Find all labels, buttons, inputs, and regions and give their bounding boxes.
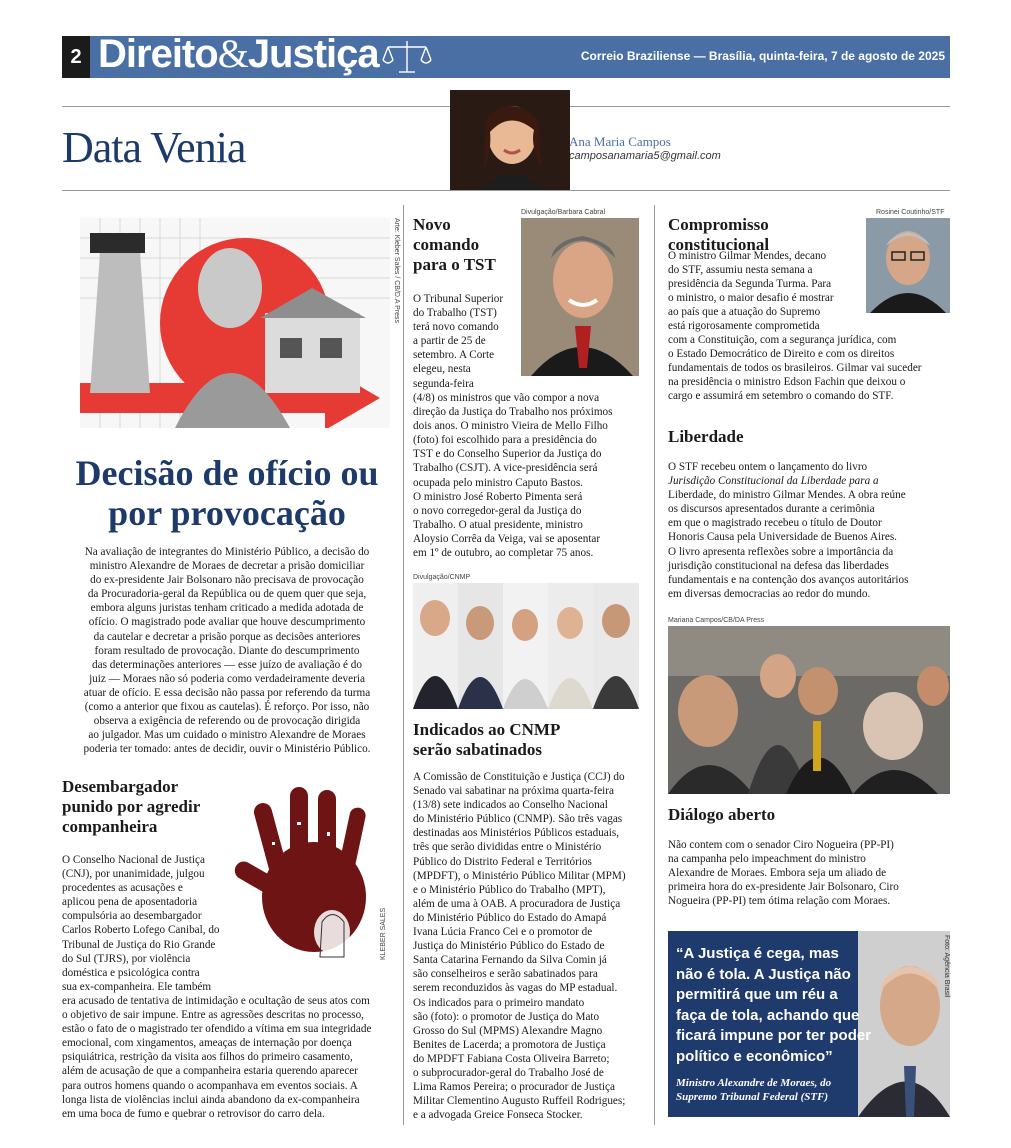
text-line: Tribunal de Justiça do Rio Grande [62,938,216,951]
text-line: Trabalho. O atual presidente, ministro [413,518,583,531]
column-divider [654,205,655,1125]
text-line: na presidência o ministro Edson Fachin que deixou o [668,376,906,389]
text-line: O STF recebeu ontem o lançamento do livro [668,461,868,473]
section-title-amp: & [217,31,248,76]
desembargador-body-wide [62,994,397,1121]
text-line: em diversas democracias ao redor do mundo. [668,587,871,600]
compromisso-body-narrow [668,249,863,334]
text-line: TST e do Conselho Superior da Justiça do [413,448,602,461]
text-line: Público do Distrito Federal e Territórios [413,855,592,868]
dialogo-photo [668,626,950,794]
text-line: direção da Justiça do Trabalho nos próximos [413,406,613,419]
compromisso-body-wide [668,333,950,403]
text-line: o subprocurador-geral do Trabalho José de [413,1066,604,1079]
dialogo-headline: Diálogo aberto [668,805,776,824]
text-line: O Conselho Nacional de Justiça [62,854,205,866]
text-line: da Procuradoria-geral da República ou de quem quer que seja, [87,588,367,601]
text-line: com a Constituição, com a segurança jurídica, com [668,334,897,346]
text-line: fundamentais e na contenção dos avanços autoritários [668,573,909,586]
text-line: terá novo comando [413,321,499,334]
quote-attribution [676,1076,876,1104]
text-line: dois anos. O ministro Vieira de Mello Filho [413,420,608,433]
text-line: destinadas aos Ministérios Públicos estaduais, [413,827,620,840]
tst-body-wide [413,391,648,560]
quote-line: político e econômico” [676,1047,833,1065]
column-title: Data Venia [62,123,246,172]
quote-line: ficará impune por ter poder [676,1027,872,1044]
text-line: ministro Alexandre de Moraes de decretar a prisão domiciliar [89,560,365,573]
text-line: psiquiátrica, restrição da visita aos filhos do primeiro casamento, [62,1051,353,1064]
author-email: camposanamaria5@gmail.com [569,150,721,162]
text-line: Não contem com o senador Ciro Nogueira (PP-PI) [668,839,894,851]
attribution-line: Supremo Tribunal Federal (STF) [676,1091,829,1103]
scales-of-justice-icon [382,38,432,76]
text-line: em uma boca de fumo e quebrar o retrovisor do carro dela. [62,1107,325,1120]
text-line: em 1º de outubro, ao completar 75 anos. [413,547,594,560]
headline-line: Novo [413,215,451,234]
liberdade-headline: Liberdade [668,427,744,446]
masthead-dateline: Correio Braziliense — Brasília, quinta-feira, 7 de agosto de 2025 [580,49,945,63]
text-line: do MPDFT Fabiana Costa Oliveira Barreto; [413,1052,610,1065]
text-line: da cautelar e decretar a prisão porque as decisões anteriores [93,630,361,643]
author-photo [450,90,570,190]
text-line: elegeu, nesta [413,363,471,376]
illustration-credit: Arte: Kleber Sales / CB/D.A Press [393,218,400,324]
text-line: Alexandre de Moraes. Embora seja um aliado de [668,867,887,880]
text-line: O livro apresenta reflexões sobre a importância da [668,545,894,558]
text-line: Honoris Causa pela Universidade de Buenos Aires. [668,531,897,544]
headline-line: serão sabatinados [413,740,542,759]
text-line: setembro. A Corte [413,349,495,362]
compromisso-headline: Compromisso constitucional [668,215,770,254]
compromisso-photo-credit: Rosinei Coutinho/STF [876,209,945,216]
cnmp-photo-credit: Divulgação/CNMP [413,574,471,581]
text-line: o Estado Democrático de Direito e com os direitos [668,348,895,361]
column-divider [403,205,404,1125]
text-line: longa lista de violências inclui ainda abandono da ex-companheira [62,1093,360,1106]
dialogo-body [668,838,950,908]
text-line: além de uma à OAB. A procuradora de Justiça [413,897,621,910]
moraes-photo-credit: Foto: Agência Brasil [943,935,950,998]
text-line: observa a exigência de referendo ou de provocação dirigida [93,715,361,728]
section-title [98,30,379,77]
text-line: do Ministério Público do Estado do Amapá [413,911,607,924]
text-line: para outros homens quando o acompanhava em eventos sociais. A [62,1079,358,1092]
text-line: doméstica e psicológica contra [62,966,200,979]
text-line: ao julgador. Mas um cuidado o ministro Alexandre de Moraes [88,729,366,742]
text-line: A Comissão de Constituição e Justiça (CCJ) do [413,771,625,783]
text-line: além de acusação de que a companheira estaria querendo aparecer [62,1065,358,1078]
desembargador-headline [62,777,242,837]
text-line: três que serão divididas entre o Ministério [413,841,602,854]
attribution-line: Ministro Alexandre de Moraes, do [676,1077,832,1089]
text-line: jurisdição constitucional na defesa das liberdades [668,559,889,572]
text-line: Lima Ramos Pereira; o procurador de Justiça [413,1081,615,1094]
text-line: poderia ter tomado: antes de decidir, ouvir o Ministério Público. [83,743,371,756]
desembargador-body-narrow [62,853,242,994]
text-line: emocional, com xingamentos, ameaças de internação por doença [62,1037,352,1050]
headline-line: para o TST [413,255,496,274]
tst-photo [521,218,639,376]
text-line: ao país que a atuação do Supremo [668,306,821,319]
text-line: atuar de ofício. E essa decisão não passa por referendo da turma [83,686,371,699]
text-line: Nogueira (PP-PI) tem ótima relação com Moraes. [668,895,891,908]
text-line: (MPDFT), o Ministério Público Militar (MPM) [413,869,626,882]
headline-line: Desembargador [62,777,179,796]
text-line: (foto) foi escolhido para a presidência do [413,434,597,447]
cnmp-body [413,770,648,1122]
text-line: primeira hora do ex-presidente Jair Bolsonaro, Ciro [668,881,899,894]
tst-headline [413,215,523,275]
main-headline-line1: Decisão de ofício ou [75,453,379,493]
text-line: está rigorosamente comprometida [668,320,820,333]
section-title-part1: Direito [98,32,218,76]
text-line: Santa Catarina Fernando da Silva Comin já [413,954,607,967]
title-rule [62,190,950,191]
text-line: cargo e assumirá em setembro o comando do STF. [668,390,894,403]
liberdade-body [668,460,950,601]
text-line: Senado vai sabatinar na próxima quarta-feira [413,785,614,798]
text-line: ofício. O magistrado pode avaliar que houve descumprimento [88,616,366,629]
text-line: presidência da Segunda Turma. Para [668,278,832,291]
headline-line: companheira [62,817,158,836]
text-line: fundamentais de todos os brasileiros. Gilmar vai suceder [668,362,922,375]
text-line: Benites de Lacerda; a promotora de Justiça [413,1038,606,1051]
text-line: Na avaliação de integrantes do Ministério Público, a decisão do [84,546,370,558]
text-line: ocupada pelo ministro Caputo Bastos. [413,476,583,489]
quote-line: “A Justiça é cega, mas [676,945,839,962]
main-headline [62,453,392,533]
headline-line: Indicados ao CNMP [413,720,561,739]
headline-line: punido por agredir [62,797,201,816]
text-line: (como a anterior que fixou as cautelas). É reforço. Por isso, não [84,701,370,714]
text-line: do ex-presidente Jair Bolsonaro não precisava de provocação [90,574,364,587]
text-line: do Trabalho (TST) [413,307,497,320]
quote-line: permitirá que um réu a [676,986,838,1003]
text-line: era acusado de tentativa de intimidação e ocultação de seus atos com [62,995,370,1007]
text-line: procedentes as acusações e [62,882,183,895]
text-line: juiz — Moraes não só poderia como verdadeiramente deveria [89,672,365,685]
text-line: O ministro José Roberto Pimenta será [413,490,583,503]
text-line: Justiça do Ministério Público do Estado de [413,940,605,953]
text-line: do Sul (TJRS), por violência [62,952,191,965]
text-line: e o Ministério Público do Trabalho (MPT), [413,883,606,896]
text-line: os discursos apresentados durante a cerimônia [668,503,875,516]
quote-text [676,944,876,1067]
text-line: (CNJ), por unanimidade, julgou [62,868,205,881]
text-line: (13/8) sete indicados ao Conselho Nacional [413,799,608,812]
text-line: Os indicados para o primeiro mandato [413,996,585,1009]
gilmar-photo [866,218,950,313]
main-story-body [62,545,392,756]
text-line: são (foto): o promotor de Justiça do Mato [413,1010,600,1023]
page-number: 2 [62,36,90,78]
text-line: Trabalho (CSJT). A vice-presidência será [413,462,598,475]
text-line: Aloysio Corrêa da Veiga, vai se aposentar [413,532,601,545]
text-line: O ministro Gilmar Mendes, decano [668,250,827,262]
text-line: o novo corregedor-geral da Justiça do [413,504,582,517]
text-line: Jurisdição Constitucional da Liberdade para a [668,475,879,488]
text-line: o objetivo de sair impune. Entre as agressões descritas no processo, [62,1009,364,1022]
text-line: Ivana Lúcia Franco Cei e o promotor de [413,926,593,939]
text-line: na campanha pelo impeachment do ministro [668,853,866,866]
author-name: Ana Maria Campos [569,134,671,149]
main-illustration [80,218,390,428]
text-line: estão o fato de o magistrado ter ofendido a vítima em sua integridade [62,1023,372,1036]
text-line: (4/8) os ministros que vão compor a nova [413,392,600,404]
cnmp-photo [413,583,639,709]
text-line: e a advogada Greice Fonseca Stocker. [413,1109,583,1122]
quote-line: não é tola. A Justiça não [676,965,851,983]
text-line: das determinações anteriores — esse juízo de avaliação é do [92,658,362,671]
headline-line: comando [413,235,480,254]
text-line: o ministro, o maior desafio é mostrar [668,292,834,305]
text-line: sua ex-companheira. Ele também [62,980,212,993]
section-title-part2: Justiça [247,32,379,76]
text-line: compulsória ao desembargador [62,910,202,923]
text-line: foram resultado de provocação. Diante do descumprimento [94,644,360,657]
text-line: Carlos Roberto Lofego Canibal, do [62,924,220,937]
cnmp-headline [413,720,648,760]
tst-photo-credit: Divulgação/Barbara Cabral [521,209,606,216]
text-line: do STF, assumiu nesta semana a [668,264,813,277]
text-line: Grosso do Sul (MPMS) Alexandre Magno [413,1024,603,1037]
text-line: do Ministério Público (CNMP). São três vagas [413,813,623,826]
dialogo-photo-credit: Mariana Campos/CB/DA Press [668,617,765,624]
hand-art-credit: KLEBER SALES [380,907,387,960]
text-line: são conselheiros e serão sabatinados para [413,968,598,981]
text-line: embora alguns juristas tenham criticado a medida adotada de [90,602,364,615]
text-line: O Tribunal Superior [413,293,504,305]
text-line: Militar Clementino Augusto Ruffeil Rodrigues; [413,1095,626,1108]
text-line: Liberdade, do ministro Gilmar Mendes. A obra reúne [668,489,906,502]
tst-body-narrow [413,292,523,391]
text-line: segunda-feira [413,377,474,390]
text-line: aplicou pena de aposentadoria [62,896,198,909]
main-headline-line2: por provocação [108,493,346,533]
hand-illustration [232,782,392,972]
text-line: em que o magistrado recebeu o título de Doutor [668,517,882,530]
text-line: serem reconduzidos às vagas do MP estadual. [413,982,618,995]
quote-line: faça de tola, achando que [676,1006,860,1024]
text-line: a partir de 25 de [413,335,486,348]
